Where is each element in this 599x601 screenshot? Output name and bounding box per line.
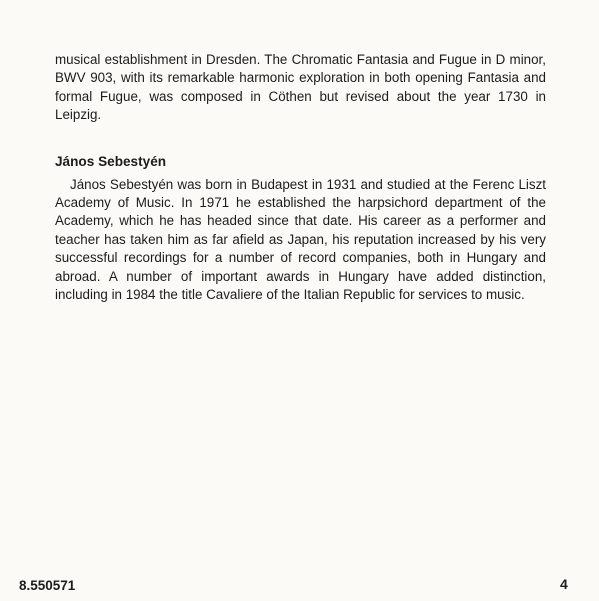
paragraph-bach-works: musical establishment in Dresden. The Chromatic Fantasia and Fugue in D minor, BWV 903, with its remarkable harmonic exploration in both opening Fantasia and formal Fugue, was composed in Cöthen but revised about the year 1730 in Leipzig.: [55, 52, 546, 123]
section-heading-performer: János Sebestyén: [55, 153, 167, 169]
page-number: 4: [560, 576, 568, 592]
paragraph-biography: János Sebestyén was born in Budapest in 1931 and studied at the Ferenc Liszt Academy of Music. In 1971 he established the harpsichord department of the Academy, which he has headed since that date. His career as a performer and teacher has taken him as far afield as Japan, his reputation increased by his very successful recordings for a number of record companies, both in Hungary and abroad. A number of important awards in Hungary have added distinction, including in 1984 the title Cavaliere of the Italian Republic for services to music.: [55, 176, 546, 303]
text-column: [55, 51, 546, 304]
catalog-number: 8.550571: [19, 578, 76, 593]
